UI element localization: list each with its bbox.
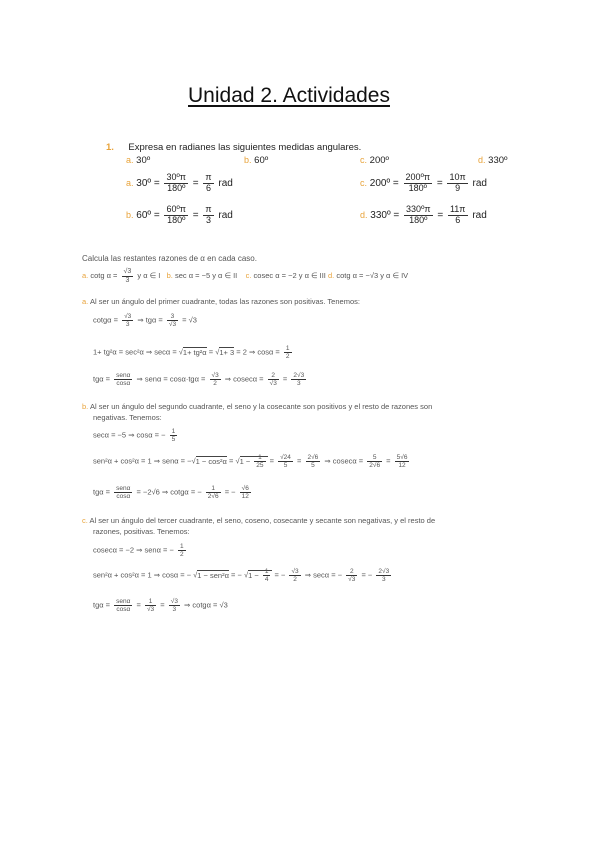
ex1-item-c: c. 200º [360,155,389,166]
ex1-answer-b: b. 60º = $\frac{\text{60ºπ}}{\text{180º}}$ = $\frac{\pi}{3}$ rad [126,204,233,225]
sol-b-line-2: sen²α + cos²α = 1 ⇒ senα = −√1 − cos²α = √1 − $\frac{1}{25}$ = $\frac{√24}{5}$ = $\frac{2√6}{5}$ ⇒ cosecα = $\frac{5}{2√6}$ = $\frac{5√6}{12}$ [93,454,408,470]
sol-c-line-1: cosecα = −2 ⇒ senα = − $\frac{1}{2}$ [93,543,184,559]
sol-a-line-2: 1+ tg²α = sec²α ⇒ secα = √1+ tg²α = √1+ 3 = 2 ⇒ cosα = $\frac{1}{2}$ [93,345,290,361]
sol-c-line-2: sen²α + cos²α = 1 ⇒ cosα = − √1 − sen²α = − √1 − $\frac{1}{4}$ = − $\frac{√3}{2}$ ⇒ secα = − $\frac{2}{√3}$ = − $\frac{2√3}{3}$ [93,568,390,584]
exercise-1-header [106,137,361,155]
ex1-answer-c: c. 200º = $\frac{\text{200ºπ}}{\text{180º}}$ = $\frac{10\pi}{9}$ rad [360,172,487,193]
ex1-item-a: a. 30º [126,155,151,166]
sol-c-line-3: tgα = senα cosα = $\frac{1}{√3}$ = $\frac{√3}{3}$ ⇒ cotgα = √3 [93,598,228,614]
ex1-answer-d: d. 330º = $\frac{\text{330ºπ}}{\text{180º}}$ = $\frac{11\pi}{6}$ rad [360,204,487,225]
exercise-1-number: 1. [106,142,114,153]
ex1-answer-a: a. 30º = $\frac{\text{30ºπ}}{\text{180º}}$ = $\frac{\pi}{6}$ rad [126,172,233,193]
sol-c-intro: c. Al ser un ángulo del tercer cuadrante, el seno, coseno, cosecante y secante son negativas, y el resto de [82,516,436,525]
exercise-1-statement: Expresa en radianes las siguientes medidas angulares. [128,142,362,153]
page-title: Unidad 2. Actividades [188,84,390,107]
sol-b-line-1: secα = −5 ⇒ cosα = − $\frac{1}{5}$ [93,428,176,444]
ex1-item-d: d. 330º [478,155,508,166]
sol-b-intro: b. Al ser un ángulo del segundo cuadrante, el seno y la cosecante son positivos y el resto de razones son [82,402,433,411]
sol-c-intro-2: razones, positivas. Tenemos: [93,527,190,536]
sol-a-line-3: tgα = senα cosα ⇒ senα = cosα·tgα = $\frac{√3}{2}$ ⇒ cosecα = $\frac{2}{√3}$ = $\frac{2√3}{3}$ [93,372,305,388]
sol-a-intro: a. Al ser un ángulo del primer cuadrante, todas las razones son positivas. Tenemos: [82,297,360,306]
exercise-2-statement: Calcula las restantes razones de α en cada caso. [82,254,257,263]
sol-b-line-3: tgα = senα cosα = −2√6 ⇒ cotgα = − $\frac{1}{2√6}$ = − $\frac{√6}{12}$ [93,485,249,501]
ex1-item-b: b. 60º [244,155,269,166]
ex2-cases: a. cotg α = $\frac{√3}{3}$ y α ∈ I b. sec α = −5 y α ∈ II c. cosec α = −2 y α ∈ III d. cotg α = −√3 y α ∈ IV [82,268,409,284]
sol-a-line-1: cotgα = $\frac{√3}{3}$ ⇒ tgα = $\frac{3}{√3}$ = √3 [93,313,197,329]
sol-b-intro-2: negativas. Tenemos: [93,413,162,422]
